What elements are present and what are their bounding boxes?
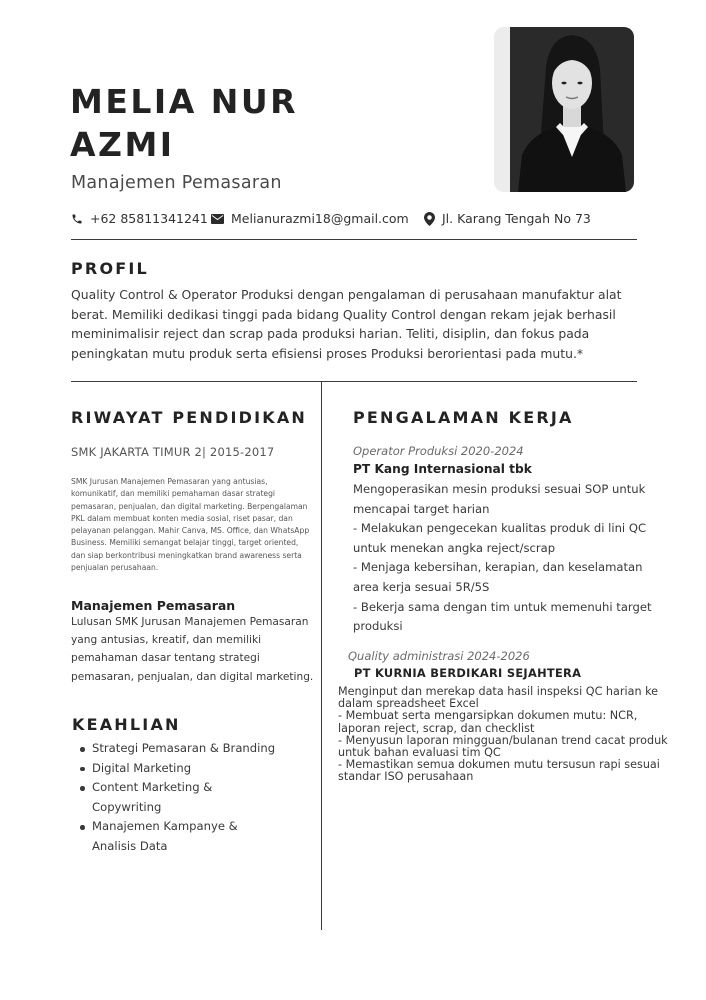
skill-item: Content Marketing & Copywriting <box>74 778 284 817</box>
name-line-2: AZMI <box>70 125 175 164</box>
column-divider <box>321 382 322 930</box>
skill-item: Strategi Pemasaran & Branding <box>74 739 284 759</box>
job-duty: - Menyusun laporan mingguan/bulanan trend cacat produk untuk bahan evaluasi tim QC <box>338 733 668 760</box>
school-name-period: SMK JAKARTA TIMUR 2| 2015-2017 <box>71 445 275 459</box>
job-duty: - Melakukan pengecekan kualitas produk di lini QC untuk menekan angka reject/scrap <box>353 521 647 555</box>
job-company: PT KURNIA BERDIKARI SEJAHTERA <box>354 666 582 680</box>
section-heading-pendidikan: RIWAYAT PENDIDIKAN <box>71 408 308 427</box>
job-period: Quality administrasi 2024-2026 <box>348 649 530 663</box>
major-description: Lulusan SMK Jurusan Manajemen Pemasaran yang antusias, kreatif, dan memiliki pemahaman dasar tentang strategi pemasaran, penjualan, dan digital marketing. <box>71 616 314 683</box>
job-duties <box>353 480 663 637</box>
location-pin-icon <box>424 212 435 226</box>
job-title: Manajemen Pemasaran <box>71 173 282 193</box>
job-company: PT Kang Internasional tbk <box>353 462 532 476</box>
education-detail: SMK Jurusan Manajemen Pemasaran yang antusias, komunikatif, dan memiliki pemahaman dasar strategi pemasaran, penjualan, dan digital marketing. Berpengalaman PKL dalam membuat konten media sosial, riset pasar, dan pelayanan pelanggan. Mahir Canva, MS. Office, dan WhatsApp Business. Memiliki semangat belajar tinggi, target oriented, dan siap berkontribusi meningkatkan brand awareness serta penjualan perusahaan. <box>71 477 310 573</box>
profile-photo <box>494 27 634 192</box>
candidate-name <box>70 80 470 166</box>
email-address: Melianurazmi18@gmail.com <box>231 211 409 226</box>
job-duties <box>338 686 678 784</box>
skill-item: Digital Marketing <box>74 759 284 779</box>
phone-number: +62 85811341241 <box>90 211 208 226</box>
job-duty: - Memastikan semua dokumen mutu tersusun rapi sesuai standar ISO perusahaan <box>338 758 660 784</box>
skill-item: Manajemen Kampanye & Analisis Data <box>74 817 284 856</box>
portrait-illustration <box>510 27 634 192</box>
major-title: Manajemen Pemasaran <box>71 598 236 613</box>
job-duty: - Bekerja sama dengan tim untuk memenuhi target produksi <box>353 599 652 634</box>
contact-address <box>424 211 591 226</box>
job-period: Operator Produksi 2020-2024 <box>353 444 524 458</box>
divider-top <box>71 239 637 240</box>
phone-icon <box>71 213 83 225</box>
profil-text: Quality Control & Operator Produksi dengan pengalaman di perusahaan manufaktur alat berat. Memiliki dedikasi tinggi pada bidang Quality Control dengan rekam jejak berhasil meminimalisir reject dan scrap pada produksi harian. Teliti, disiplin, dan fokus pada peningkatan mutu produk serta efisiensi proses Produksi berorientasi pada mutu.* <box>71 287 622 361</box>
street-address: Jl. Karang Tengah No 73 <box>442 211 591 226</box>
section-heading-profil: PROFIL <box>71 259 149 278</box>
job-duty: - Menjaga kebersihan, kerapian, dan keselamatan area kerja sesuai 5R/5S <box>353 560 643 594</box>
job-duty: Menginput dan merekap data hasil inspeksi QC harian ke dalam spreadsheet Excel <box>338 685 659 711</box>
job-duty: Mengoperasikan mesin produksi sesuai SOP untuk mencapai target harian <box>353 482 646 516</box>
contact-phone <box>71 211 208 226</box>
divider-middle <box>71 381 637 382</box>
mail-icon <box>211 214 224 224</box>
section-heading-keahlian: KEAHLIAN <box>72 715 181 734</box>
skills-list <box>74 739 284 857</box>
section-heading-pengalaman: PENGALAMAN KERJA <box>353 408 574 427</box>
contact-email <box>211 211 409 226</box>
job-duty: - Membuat serta mengarsipkan dokumen mutu: NCR, laporan reject, scrap, dan checklist <box>338 709 638 735</box>
name-line-1: MELIA NUR <box>70 82 299 121</box>
